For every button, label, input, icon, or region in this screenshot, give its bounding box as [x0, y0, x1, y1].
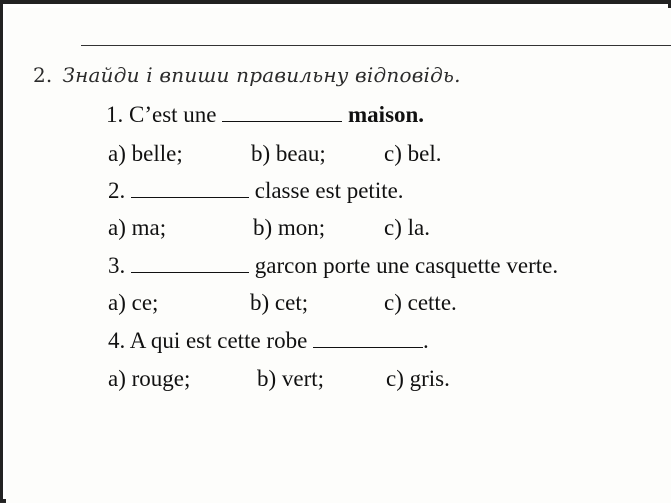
question-4-option-c: c) gris. [386, 366, 450, 391]
question-3-option-b: b) cet; [250, 290, 309, 315]
question-4-suffix: . [423, 328, 429, 353]
top-divider [81, 45, 671, 46]
question-3-option-c: c) cette. [384, 290, 457, 315]
question-1-suffix: maison. [348, 102, 425, 127]
question-1-prefix: 1. C’est une [106, 102, 217, 127]
question-1-option-c: c) bel. [384, 141, 442, 166]
question-1-option-a: a) belle; [108, 141, 183, 166]
textbook-page [6, 8, 671, 503]
question-2-blank [131, 179, 249, 198]
question-3-prefix: 3. [108, 253, 126, 278]
question-1-blank [222, 103, 342, 122]
question-4-blank [313, 329, 423, 348]
question-4-option-b: b) vert; [257, 366, 325, 391]
question-3-option-a: a) ce; [108, 290, 159, 315]
question-3-blank [131, 254, 249, 273]
task-number: 2. [33, 63, 53, 87]
task-heading [33, 63, 461, 87]
question-2-option-b: b) mon; [253, 215, 326, 240]
question-4 [108, 328, 429, 354]
task-instruction: Знайди і впиши правильну відповідь. [62, 63, 461, 87]
question-1 [106, 102, 424, 128]
question-2-option-a: a) ma; [108, 215, 167, 240]
question-4-prefix: 4. A qui est cette robe [108, 328, 308, 353]
question-2-suffix: classe est petite. [254, 178, 404, 203]
question-2-prefix: 2. [108, 178, 126, 203]
question-3-suffix: garcon porte une casquette verte. [254, 253, 559, 278]
question-4-option-a: a) rouge; [108, 366, 191, 391]
question-1-option-b: b) beau; [251, 141, 326, 166]
question-2-option-c: c) la. [384, 215, 430, 240]
question-3 [108, 253, 558, 279]
question-2 [108, 178, 404, 204]
